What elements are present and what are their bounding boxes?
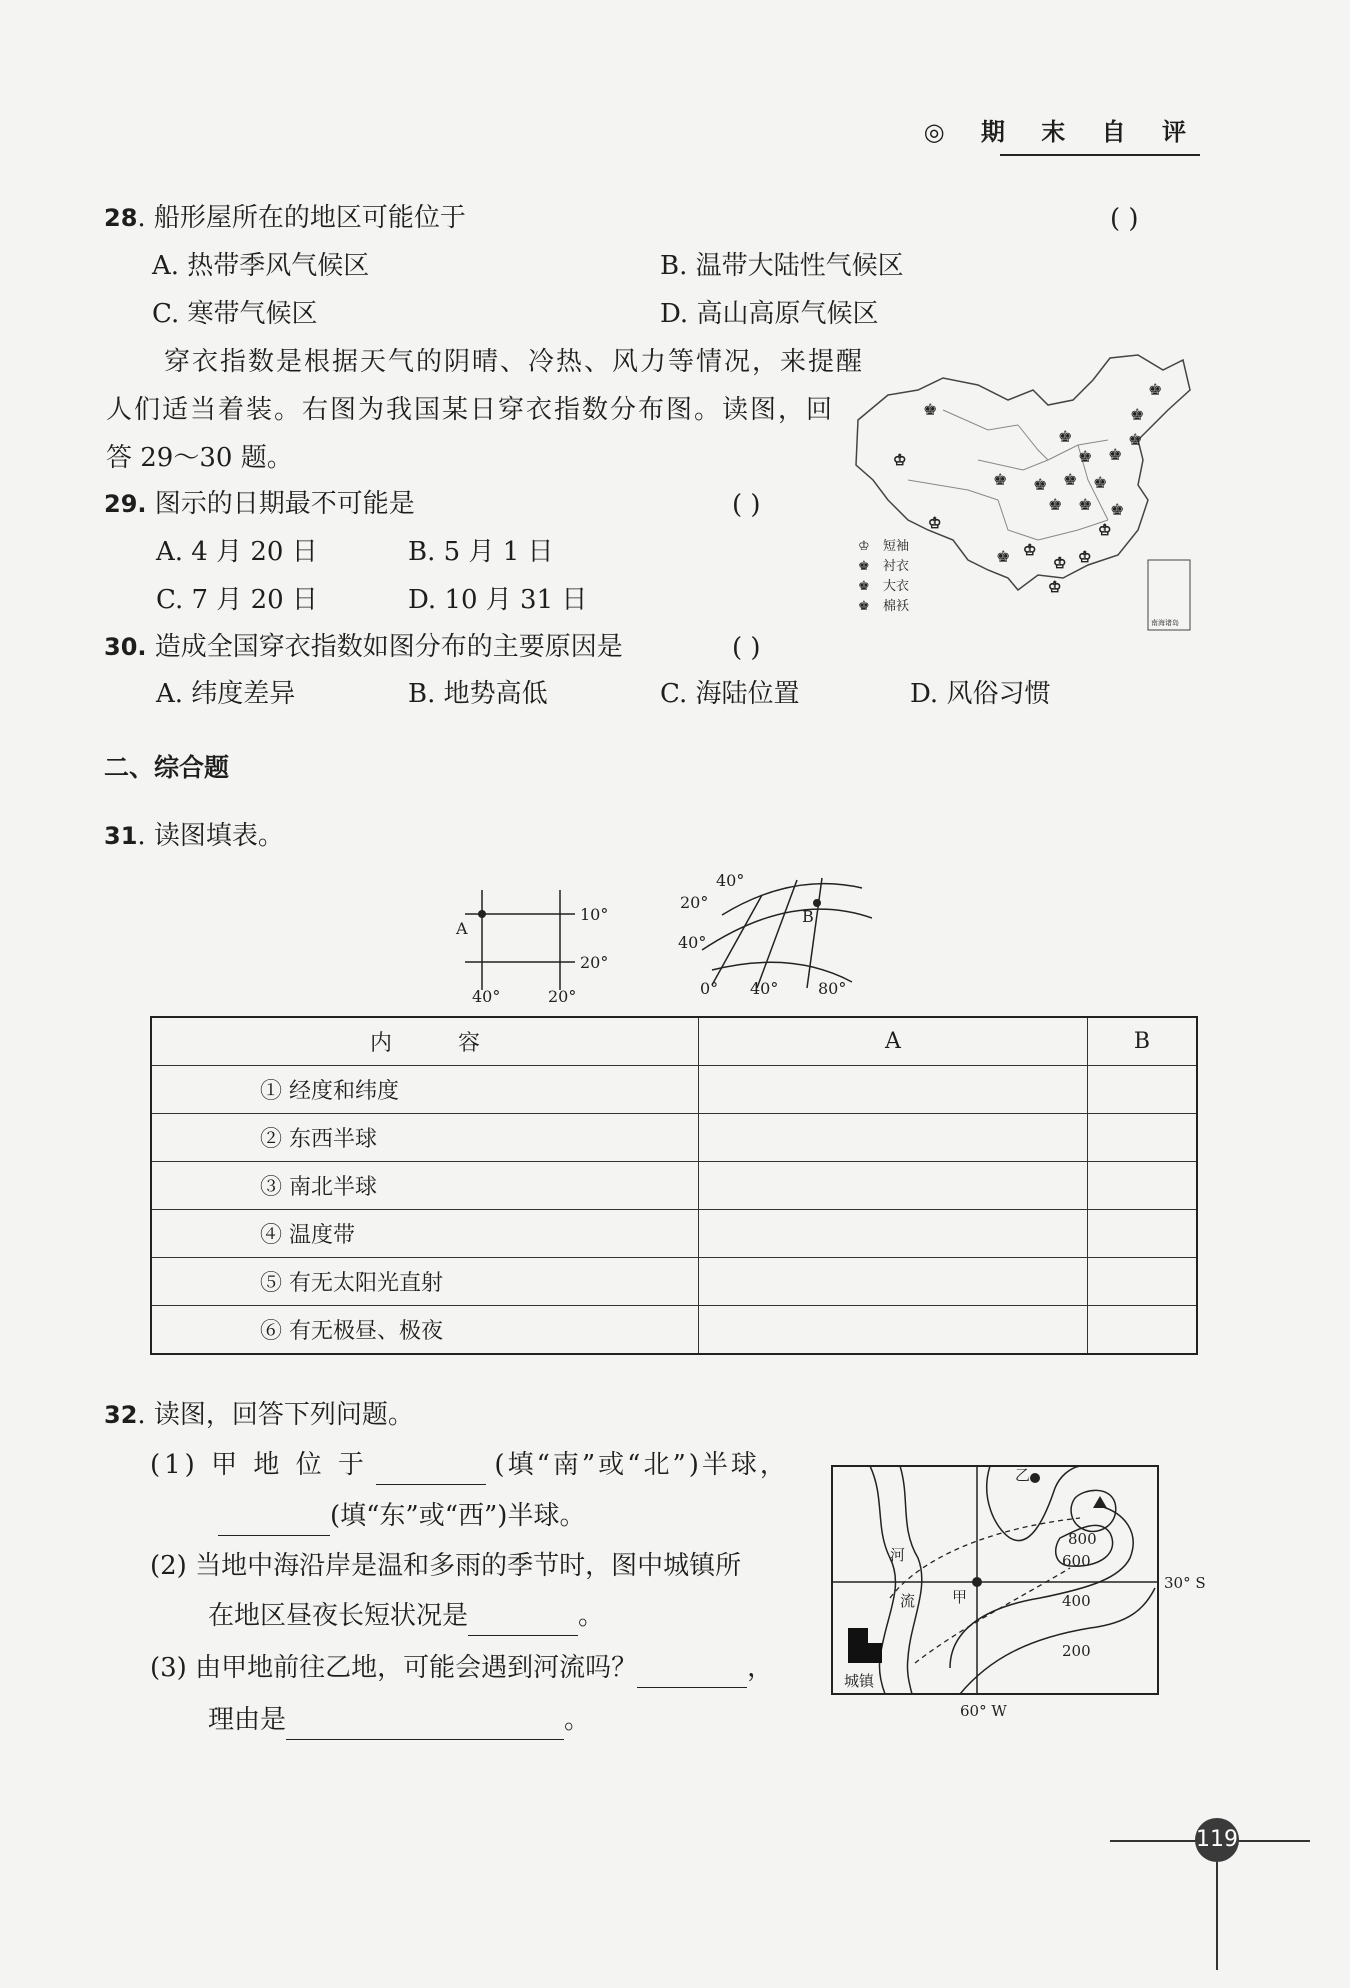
- q32-part1-text: (1) 甲 地 位 于: [150, 1450, 368, 1480]
- shirt-icon: ♚: [1078, 447, 1093, 466]
- q29-option-c: C. 7 月 20 日: [156, 585, 318, 615]
- q32-part2-end: 。: [578, 1601, 605, 1631]
- intro-line-2: 人们适当着装。右图为我国某日穿衣指数分布图。读图，回: [106, 395, 835, 425]
- legend-symbol-coat: ♚: [858, 579, 870, 594]
- china-clothing-index-map: [848, 350, 1193, 635]
- q30-stem: [104, 627, 623, 667]
- q29-number: 29.: [104, 490, 147, 518]
- q32-part1-hint: (填“南”或“北”)半球，: [494, 1450, 789, 1480]
- river-label-1: 河: [890, 1546, 906, 1564]
- fig-b-label: 0°: [700, 979, 719, 998]
- table-header-row: [151, 1017, 1197, 1066]
- q30-option-d: D. 风俗习惯: [910, 679, 1051, 709]
- q31-stem: [104, 816, 284, 856]
- lat-label: 30° S: [1164, 1574, 1206, 1592]
- table-row-label: ⑥ 有无极昼、极夜: [151, 1306, 699, 1355]
- intro-line-1: 穿衣指数是根据天气的阴晴、冷热、风力等情况，来提醒: [164, 347, 865, 377]
- legend-label-coat: 大衣: [883, 579, 910, 594]
- legend-symbol-shirt: ♚: [858, 559, 870, 574]
- q32-part2-line2: [208, 1596, 604, 1636]
- lat-bottom-label: 20°: [580, 953, 609, 972]
- answer-cell-a[interactable]: [699, 1258, 1088, 1306]
- tshirt-icon: ♔: [1053, 554, 1067, 572]
- lon-right-label: 20°: [548, 987, 577, 1005]
- town-icon: [848, 1628, 882, 1663]
- q28-option-d: D. 高山高原气候区: [660, 299, 879, 329]
- point-b-dot: [813, 899, 821, 907]
- shirt-icon: ♚: [1048, 495, 1063, 514]
- answer-cell-a[interactable]: [699, 1114, 1088, 1162]
- shirt-icon: ♚: [1093, 473, 1108, 492]
- shirt-icon: ♚: [923, 400, 938, 419]
- q30-option-c: C. 海陆位置: [660, 679, 800, 709]
- lon-left-label: 40°: [472, 987, 501, 1005]
- table-row-label: ② 东西半球: [151, 1114, 699, 1162]
- fig-b-label: 20°: [680, 893, 709, 912]
- footer-vertical-rule: [1216, 1862, 1218, 1970]
- q32-part3-reason-label: 理由是: [208, 1705, 287, 1735]
- header-rule: [1000, 154, 1200, 156]
- q31-stem-text: . 读图填表。: [137, 821, 284, 851]
- page-number: 119: [1195, 1818, 1239, 1862]
- shirt-icon: ♚: [996, 547, 1011, 566]
- contour-label-200: 200: [1062, 1642, 1091, 1660]
- legend-symbol-padded: ♚: [858, 599, 870, 614]
- contour-200: [960, 1588, 1155, 1694]
- q28-answer-paren: ( ): [1110, 204, 1139, 234]
- q30-number: 30.: [104, 633, 147, 661]
- q32-part2-text: 在地区昼夜长短状况是: [208, 1601, 469, 1631]
- q30-stem-text: 造成全国穿衣指数如图分布的主要原因是: [154, 632, 623, 662]
- tshirt-icon: ♔: [1023, 541, 1037, 559]
- q32-number: 32: [104, 1401, 138, 1429]
- answer-cell-b[interactable]: [1088, 1114, 1198, 1162]
- tshirt-icon: ♔: [1048, 578, 1062, 596]
- q29-stem: [104, 484, 415, 524]
- lat-top-label: 10°: [580, 905, 609, 924]
- q28-option-b: B. 温带大陆性气候区: [660, 251, 904, 281]
- table-row-label: ⑤ 有无太阳光直射: [151, 1258, 699, 1306]
- answer-cell-a[interactable]: [699, 1162, 1088, 1210]
- point-a-dot: [478, 910, 486, 918]
- shirt-icon: ♚: [1033, 475, 1048, 494]
- shirt-icon: ♚: [1058, 427, 1073, 446]
- jia-label: 甲: [952, 1588, 968, 1606]
- q31-grid-figure-a: [450, 890, 620, 1005]
- table-row: [151, 1114, 1197, 1162]
- point-a-label: A: [456, 919, 468, 938]
- q32-part3-line2: [208, 1700, 590, 1740]
- shirt-icon: ♚: [993, 470, 1008, 489]
- blank-day-night[interactable]: [468, 1635, 578, 1636]
- answer-cell-b[interactable]: [1088, 1162, 1198, 1210]
- contour-label-600: 600: [1062, 1552, 1091, 1570]
- table-row: [151, 1210, 1197, 1258]
- table-row-label: ③ 南北半球: [151, 1162, 699, 1210]
- q29-answer-paren: ( ): [732, 490, 761, 520]
- blank-reason[interactable]: [286, 1739, 564, 1740]
- q31-polar-figure-b: [672, 870, 872, 1000]
- q28-number: 28: [104, 204, 138, 232]
- lon-label: 60° W: [960, 1702, 1007, 1720]
- river-label-2: 流: [900, 1592, 916, 1610]
- fig-b-label: 40°: [716, 871, 745, 890]
- table-row: [151, 1306, 1197, 1355]
- table-row-label: ① 经度和纬度: [151, 1066, 699, 1114]
- q31-table: [150, 1016, 1198, 1355]
- town-label: 城镇: [844, 1672, 875, 1690]
- q29-stem-text: 图示的日期最不可能是: [154, 489, 415, 519]
- fig-b-label: 40°: [750, 979, 779, 998]
- intro-line-3: 答 29～30 题。: [106, 443, 293, 473]
- q31-number: 31: [104, 822, 138, 850]
- table-header-b: B: [1088, 1017, 1198, 1066]
- contour-label-400: 400: [1062, 1592, 1091, 1610]
- legend-label-padded: 棉袄: [883, 599, 910, 614]
- page-header-title: ◎ 期 末 自 评: [923, 118, 1200, 146]
- point-b-label: B: [802, 907, 814, 926]
- blank-hemisphere-ew[interactable]: [218, 1535, 330, 1536]
- q28-option-c: C. 寒带气候区: [152, 299, 318, 329]
- q32-part1-line2: [218, 1496, 585, 1536]
- q29-option-a: A. 4 月 20 日: [156, 537, 318, 567]
- tshirt-icon: ♔: [1098, 521, 1112, 539]
- shirt-icon: ♚: [1148, 380, 1163, 399]
- blank-hemisphere-ns[interactable]: [376, 1484, 486, 1485]
- inset-label: 南海诸岛: [1151, 619, 1179, 627]
- answer-cell-b[interactable]: [1088, 1066, 1198, 1114]
- q32-part1-hint2: (填“东”或“西”)半球。: [330, 1501, 586, 1531]
- q30-option-b: B. 地势高低: [408, 679, 548, 709]
- answer-cell-b[interactable]: [1088, 1258, 1198, 1306]
- shirt-icon: ♚: [1108, 445, 1123, 464]
- answer-cell-a[interactable]: [699, 1210, 1088, 1258]
- blank-river[interactable]: [637, 1687, 747, 1688]
- q28-stem-text: . 船形屋所在的地区可能位于: [137, 203, 466, 233]
- q32-part2-line1: (2) 当地中海沿岸是温和多雨的季节时，图中城镇所: [150, 1551, 742, 1581]
- shirt-icon: ♚: [1110, 500, 1125, 519]
- table-row-label: ④ 温度带: [151, 1210, 699, 1258]
- fig-b-label: 80°: [818, 979, 847, 998]
- yi-label: 乙: [1015, 1466, 1031, 1484]
- mountain-peak-icon: [1093, 1496, 1107, 1508]
- legend-label-shirt: 衬衣: [883, 559, 910, 574]
- q28-stem: [104, 198, 466, 238]
- q32-part3-text: (3) 由甲地前往乙地，可能会遇到河流吗？: [150, 1653, 638, 1683]
- q32-part1-line1: [150, 1445, 789, 1485]
- q32-part3-end: 。: [564, 1705, 591, 1735]
- answer-cell-a[interactable]: [699, 1066, 1088, 1114]
- table-row: [151, 1258, 1197, 1306]
- shirt-icon: ♚: [1128, 430, 1143, 449]
- jia-point: [972, 1577, 982, 1587]
- legend-label-short: 短袖: [883, 539, 910, 554]
- shirt-icon: ♚: [1130, 405, 1145, 424]
- q30-answer-paren: ( ): [732, 633, 761, 663]
- yi-point: [1030, 1473, 1040, 1483]
- table-row: [151, 1066, 1197, 1114]
- q32-part3-line1: [150, 1648, 773, 1688]
- tshirt-icon: ♔: [893, 451, 907, 469]
- fig-b-label: 40°: [678, 933, 707, 952]
- q29-option-b: B. 5 月 1 日: [408, 537, 554, 567]
- shirt-icon: ♚: [1063, 470, 1078, 489]
- contour-label-800: 800: [1068, 1530, 1097, 1548]
- answer-cell-b[interactable]: [1088, 1210, 1198, 1258]
- q32-stem-text: . 读图，回答下列问题。: [137, 1400, 414, 1430]
- q30-option-a: A. 纬度差异: [156, 679, 296, 709]
- table-header-a: A: [699, 1017, 1088, 1066]
- table-header-content: 内 容: [151, 1017, 699, 1066]
- legend-symbol-short: ♔: [858, 539, 870, 554]
- q29-option-d: D. 10 月 31 日: [408, 585, 588, 615]
- answer-cell-a[interactable]: [699, 1306, 1088, 1355]
- section-title: 二、综合题: [104, 753, 230, 782]
- tshirt-icon: ♔: [1078, 548, 1092, 566]
- q32-stem: [104, 1395, 414, 1435]
- q32-part3-comma: ，: [747, 1653, 774, 1683]
- answer-cell-b[interactable]: [1088, 1306, 1198, 1355]
- q28-option-a: A. 热带季风气候区: [152, 251, 370, 281]
- table-row: [151, 1162, 1197, 1210]
- q32-contour-map: [830, 1458, 1210, 1728]
- tshirt-icon: ♔: [928, 514, 942, 532]
- shirt-icon: ♚: [1078, 495, 1093, 514]
